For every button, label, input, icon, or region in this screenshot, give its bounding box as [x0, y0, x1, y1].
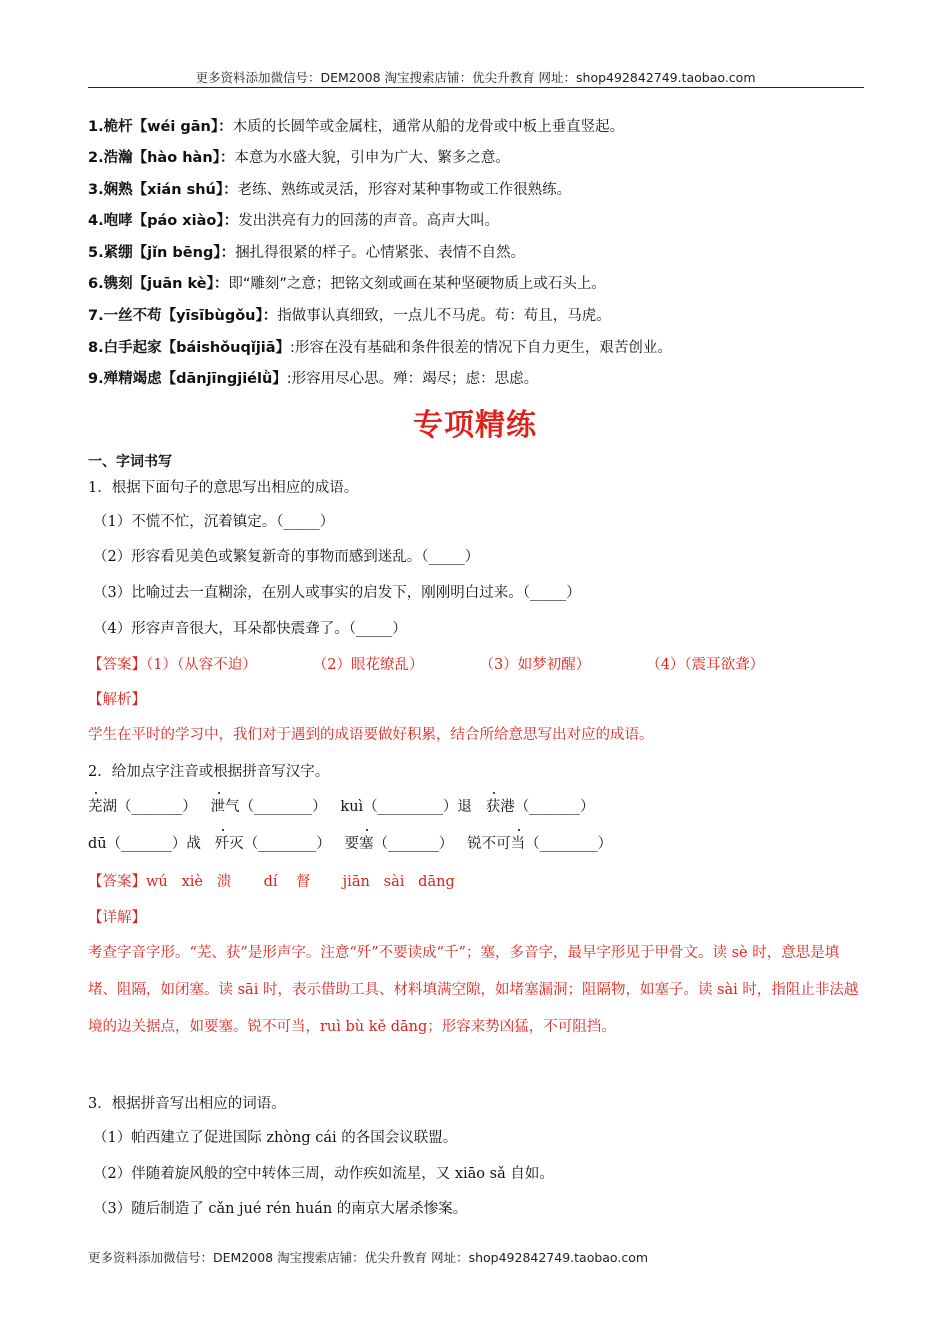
question-item: （3）比喻过去一直糊涂，在别人或事实的启发下，刚刚明白过来。（_____） — [93, 585, 581, 601]
question-item: （1）不慌不忙，沉着镇定。（_____） — [93, 514, 335, 530]
vocab-item — [88, 274, 606, 294]
header-divider — [88, 87, 864, 88]
vocab-term: 2.浩瀚【hào hàn】： — [88, 150, 235, 166]
dotted-char: 当 — [510, 836, 526, 852]
pinyin-row-2 — [88, 834, 612, 854]
dotted-char: 塞 — [359, 836, 374, 852]
vocab-term: 1.桅杆【wéi gān】： — [88, 119, 233, 135]
plain-char: 要 — [344, 836, 360, 852]
question-item: （4）形容声音很大，耳朵都快震聋了。（_____） — [93, 621, 407, 637]
vocab-definition: :形容在没有基础和条件很差的情况下自力更生，艰苦创业。 — [290, 340, 672, 356]
analysis-label: 【解析】 — [88, 692, 146, 708]
vocab-definition: 本意为水盛大貌，引申为广大、繁多之意。 — [234, 150, 510, 166]
question-stem: 3．根据拼音写出相应的词语。 — [88, 1096, 286, 1112]
answer-3: （3）如梦初醒） — [479, 657, 591, 673]
vocab-definition: 指做事认真细致，一点儿不马虎。苟：苟且，马虎。 — [277, 308, 611, 324]
section-title: 专项精练 — [413, 408, 537, 443]
vocab-definition: 发出洪亮有力的回荡的声音。高声大叫。 — [238, 213, 500, 229]
dotted-char: 获 — [485, 799, 501, 815]
section-heading: 一、字词书写 — [88, 454, 172, 470]
vocab-term: 6.镌刻【juān kè】： — [88, 276, 229, 292]
answer-4: （4）（震耳欲聋） — [646, 657, 765, 673]
vocab-definition: :形容用尽心思。殚：竭尽；虑：思虑。 — [286, 371, 539, 387]
answer-label: 【答案】 — [88, 657, 146, 673]
detail-label: 【详解】 — [88, 910, 146, 926]
vocab-item — [88, 369, 538, 389]
vocab-term: 3.娴熟【xián shú】： — [88, 182, 238, 198]
blank-item: （________） — [525, 836, 613, 852]
answer-2: （2）眼花缭乱） — [312, 657, 424, 673]
answer-line — [88, 872, 455, 892]
question-stem: 1．根据下面句子的意思写出相应的成语。 — [88, 480, 359, 496]
vocab-item — [88, 243, 525, 263]
vocab-term: 9.殚精竭虑【dānjīngjiélǜ】 — [88, 371, 287, 387]
answer-label: 【答案】 — [88, 874, 146, 890]
vocab-definition: 即“雕刻”之意；把铭文刻或画在某种坚硬物质上或石头上。 — [228, 276, 606, 292]
dotted-char: 芜 — [88, 799, 103, 815]
answer-text: wú xiè 溃 dí 督 jiān sài dāng — [146, 874, 455, 890]
vocab-term: 4.咆哮【páo xiào】： — [88, 213, 239, 229]
question-item: （1）帕西建立了促进国际 zhòng cái 的各国会议联盟。 — [93, 1130, 458, 1146]
vocab-definition: 捆扎得很紧的样子。心情紧张、表情不自然。 — [235, 245, 526, 261]
vocab-term: 5.紧绷【jǐn bēng】： — [88, 245, 236, 261]
analysis-text: 学生在平时的学习中，我们对于遇到的成语要做好积累，结合所给意思写出对应的成语。 — [88, 727, 654, 743]
vocab-item — [88, 148, 510, 168]
vocab-item — [88, 180, 571, 200]
dotted-char: 泄 — [210, 799, 226, 815]
vocab-item — [88, 338, 672, 358]
vocab-term: 8.白手起家【báishǒuqǐjiā】 — [88, 340, 291, 356]
vocab-item — [88, 306, 611, 326]
blank-item: 气（________） — [225, 799, 327, 815]
question-item: （2）伴随着旋风般的空中转体三周，动作疾如流星，又 xiāo sǎ 自如。 — [93, 1166, 554, 1182]
question-stem: 2．给加点字注音或根据拼音写汉字。 — [88, 764, 330, 780]
vocab-item — [88, 117, 624, 137]
blank-item: （_______） — [373, 836, 454, 852]
blank-item: 湖（_______） — [102, 799, 197, 815]
page-header: 更多资料添加微信号：DEM2008 淘宝搜索店铺：优尖升教育 网址：shop492842749.taobao.com — [195, 70, 756, 85]
vocab-term: 7.一丝不苟【yīsībùgǒu】： — [88, 308, 278, 324]
blank-item: kuì（_________）退 — [340, 799, 472, 815]
dotted-char: 歼 — [214, 836, 230, 852]
blank-item: 灭（________） — [229, 836, 331, 852]
plain-text: 锐不可 — [467, 836, 511, 852]
detail-text: 考查字音字形。“芜、获”是形声字。注意“歼”不要读成“千”；塞，多音字，最早字形见于甲骨文。读 sè 时，意思是填堵、阻隔，如闭塞。读 sāi 时，表示借助工具、材料填满空隙，如堵塞漏洞；阻隔物，如塞子。读 sài 时，指阻止非法越境的边关据点，如要塞。锐不可当，ruì bù kě dāng；形容来势凶猛，不可阻挡。 — [88, 945, 859, 1035]
blank-item: dū（_______）战 — [88, 836, 201, 852]
vocab-definition: 老练、熟练或灵活，形容对某种事物或工作很熟练。 — [237, 182, 572, 198]
blank-item: 港（_______） — [500, 799, 595, 815]
answer-1: （1）（从容不迫） — [146, 657, 257, 673]
vocab-definition: 木质的长圆竿或金属柱，通常从船的龙骨或中板上垂直竖起。 — [232, 119, 625, 135]
question-item: （3）随后制造了 cǎn jué rén huán 的南京大屠杀惨案。 — [93, 1201, 468, 1217]
question-item: （2）形容看见美色或繁复新奇的事物而感到迷乱。（_____） — [93, 549, 480, 565]
page-footer: 更多资料添加微信号：DEM2008 淘宝搜索店铺：优尖升教育 网址：shop492842749.taobao.com — [88, 1250, 649, 1265]
pinyin-row-1 — [88, 797, 595, 817]
vocab-item — [88, 211, 499, 231]
answer-line — [88, 655, 764, 675]
